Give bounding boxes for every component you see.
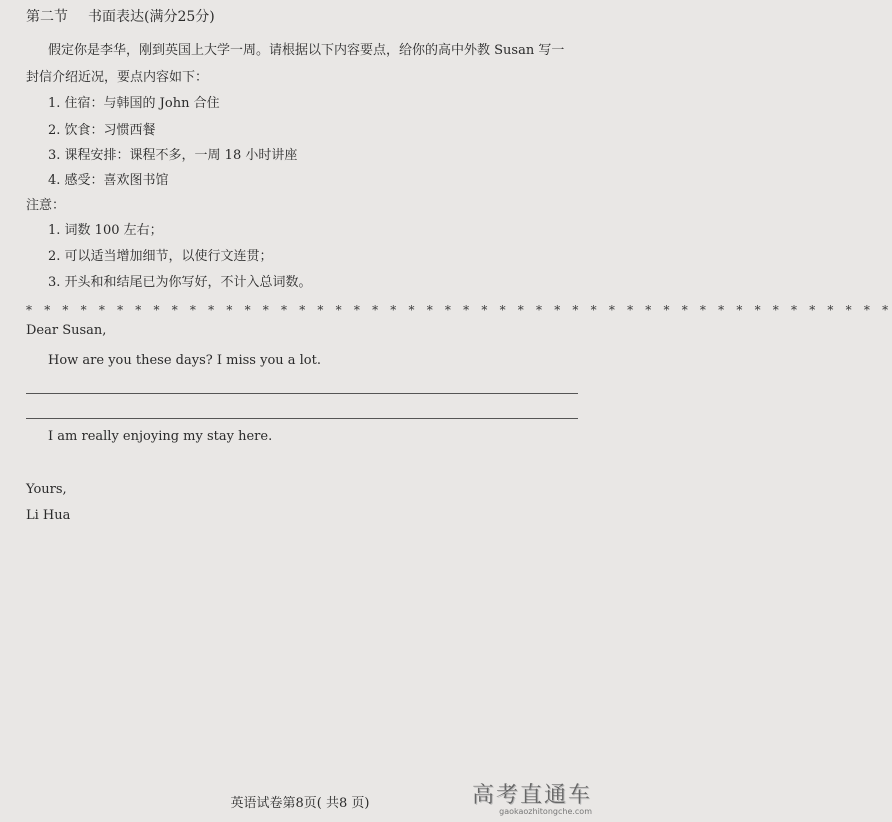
point-item: 2. 饮食：习惯西餐: [48, 123, 156, 138]
letter-signer: Li Hua: [26, 508, 71, 523]
point-item: 4. 感受：喜欢图书馆: [48, 173, 169, 188]
writing-line: [26, 418, 578, 419]
notes-label: 注意：: [26, 198, 66, 213]
instruction-line-2: 封信介绍近况，要点内容如下：: [26, 70, 209, 85]
letter-closing: I am really enjoying my stay here.: [48, 429, 273, 444]
watermark-url: gaokaozhitongche.com: [499, 807, 592, 816]
letter-salutation: Dear Susan,: [26, 323, 107, 338]
note-item: 2. 可以适当增加细节，以使行文连贯；: [48, 249, 273, 264]
page-footer: 英语试卷第8页( 共8 页): [230, 796, 370, 811]
writing-line: [26, 393, 578, 394]
letter-opening: How are you these days? I miss you a lot.: [48, 353, 321, 368]
note-item: 1. 词数 100 左右；: [48, 223, 163, 238]
point-item: 3. 课程安排：课程不多，一周 18 小时讲座: [48, 148, 298, 163]
watermark-logo: [472, 778, 592, 816]
note-item: 3. 开头和和结尾已为你写好，不计入总词数。: [48, 275, 312, 290]
watermark-text: 高考直通车: [471, 783, 592, 808]
point-item: 1. 住宿：与韩国的 John 合住: [48, 96, 220, 111]
instruction-line-1: 假定你是李华，刚到英国上大学一周。请根据以下内容要点，给你的高中外教 Susan 写一: [48, 43, 565, 58]
letter-signoff: Yours,: [26, 482, 67, 497]
section-heading: [26, 8, 215, 26]
section-number: 第二节: [26, 9, 68, 25]
section-title: 书面表达(满分25分): [88, 9, 215, 25]
star-divider: * * * * * * * * * * * * * * * * * * * * * * * * * * * * * * * * * * * * * * * * * * * * * * * *: [26, 303, 892, 317]
